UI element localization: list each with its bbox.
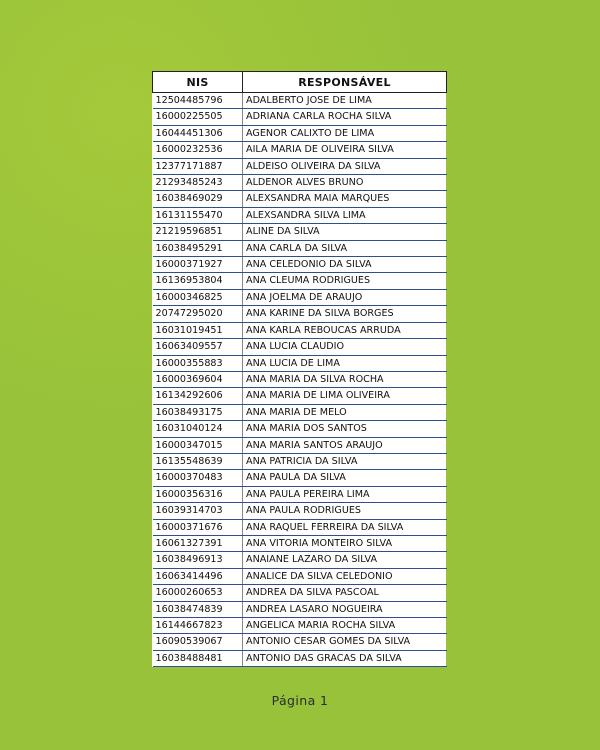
nis-cell: 16000346825 xyxy=(153,289,243,305)
nis-cell: 16000371927 xyxy=(153,257,243,273)
responsavel-cell: ANA MARIA DOS SANTOS xyxy=(243,421,447,437)
responsavel-cell: ANA MARIA SANTOS ARAUJO xyxy=(243,437,447,453)
table-row xyxy=(153,585,447,601)
table-row xyxy=(153,109,447,125)
responsavel-cell: ANGELICA MARIA ROCHA SILVA xyxy=(243,618,447,634)
responsavel-cell: ANA LUCIA CLAUDIO xyxy=(243,339,447,355)
responsavel-cell: ANA CARLA DA SILVA xyxy=(243,240,447,256)
table-header-row xyxy=(153,72,447,93)
table-row xyxy=(153,289,447,305)
nis-cell: 16000347015 xyxy=(153,437,243,453)
responsavel-cell: ALDENOR ALVES BRUNO xyxy=(243,175,447,191)
table-row xyxy=(153,175,447,191)
nis-cell: 16000355883 xyxy=(153,355,243,371)
nis-cell: 16038493175 xyxy=(153,404,243,420)
responsavel-cell: ANA PAULA RODRIGUES xyxy=(243,503,447,519)
nis-cell: 16038495291 xyxy=(153,240,243,256)
responsavel-cell: ANA PAULA DA SILVA xyxy=(243,470,447,486)
responsavel-cell: ANA KARLA REBOUCAS ARRUDA xyxy=(243,322,447,338)
table-row xyxy=(153,601,447,617)
table-body xyxy=(153,93,447,667)
nis-cell: 16000356316 xyxy=(153,486,243,502)
table-row xyxy=(153,125,447,141)
table-row xyxy=(153,240,447,256)
table-row xyxy=(153,371,447,387)
responsaveis-table xyxy=(152,71,447,667)
responsaveis-table-container xyxy=(152,71,446,667)
nis-cell: 16144667823 xyxy=(153,618,243,634)
table-row xyxy=(153,142,447,158)
responsavel-cell: ANA VITORIA MONTEIRO SILVA xyxy=(243,535,447,551)
responsavel-cell: ANAIANE LAZARO DA SILVA xyxy=(243,552,447,568)
table-row xyxy=(153,207,447,223)
responsavel-cell: ALEXSANDRA MAIA MARQUES xyxy=(243,191,447,207)
nis-cell: 16063414496 xyxy=(153,568,243,584)
nis-cell: 16038488481 xyxy=(153,650,243,666)
table-row xyxy=(153,650,447,666)
responsavel-cell: ADALBERTO JOSE DE LIMA xyxy=(243,93,447,109)
table-row xyxy=(153,453,447,469)
header-responsavel: RESPONSÁVEL xyxy=(243,72,447,93)
table-row xyxy=(153,552,447,568)
table-row xyxy=(153,257,447,273)
table-row xyxy=(153,191,447,207)
table-row xyxy=(153,535,447,551)
nis-cell: 16038469029 xyxy=(153,191,243,207)
table-row xyxy=(153,339,447,355)
table-row xyxy=(153,470,447,486)
header-nis: NIS xyxy=(153,72,243,93)
table-row xyxy=(153,618,447,634)
table-row xyxy=(153,273,447,289)
nis-cell: 16135548639 xyxy=(153,453,243,469)
table-row xyxy=(153,388,447,404)
table-row xyxy=(153,519,447,535)
responsavel-cell: ANA RAQUEL FERREIRA DA SILVA xyxy=(243,519,447,535)
responsavel-cell: ANA MARIA DE LIMA OLIVEIRA xyxy=(243,388,447,404)
responsavel-cell: ANA MARIA DE MELO xyxy=(243,404,447,420)
responsavel-cell: ANDREA LASARO NOGUEIRA xyxy=(243,601,447,617)
nis-cell: 16000260653 xyxy=(153,585,243,601)
table-row xyxy=(153,158,447,174)
nis-cell: 16063409557 xyxy=(153,339,243,355)
nis-cell: 16000371676 xyxy=(153,519,243,535)
responsavel-cell: ANA MARIA DA SILVA ROCHA xyxy=(243,371,447,387)
nis-cell: 20747295020 xyxy=(153,306,243,322)
responsavel-cell: ANA CELEDONIO DA SILVA xyxy=(243,257,447,273)
nis-cell: 16000232536 xyxy=(153,142,243,158)
nis-cell: 16038496913 xyxy=(153,552,243,568)
responsavel-cell: ADRIANA CARLA ROCHA SILVA xyxy=(243,109,447,125)
responsavel-cell: ANA CLEUMA RODRIGUES xyxy=(243,273,447,289)
table-row xyxy=(153,93,447,109)
nis-cell: 21293485243 xyxy=(153,175,243,191)
responsavel-cell: ANTONIO DAS GRACAS DA SILVA xyxy=(243,650,447,666)
responsavel-cell: ANTONIO CESAR GOMES DA SILVA xyxy=(243,634,447,650)
responsavel-cell: ANA LUCIA DE LIMA xyxy=(243,355,447,371)
page-number: Página 1 xyxy=(271,693,329,708)
nis-cell: 12504485796 xyxy=(153,93,243,109)
responsavel-cell: ANA KARINE DA SILVA BORGES xyxy=(243,306,447,322)
nis-cell: 16031040124 xyxy=(153,421,243,437)
responsavel-cell: ALDEISO OLIVEIRA DA SILVA xyxy=(243,158,447,174)
responsavel-cell: AILA MARIA DE OLIVEIRA SILVA xyxy=(243,142,447,158)
nis-cell: 16044451306 xyxy=(153,125,243,141)
nis-cell: 16061327391 xyxy=(153,535,243,551)
nis-cell: 16000370483 xyxy=(153,470,243,486)
table-row xyxy=(153,486,447,502)
responsavel-cell: ANDREA DA SILVA PASCOAL xyxy=(243,585,447,601)
responsavel-cell: ANA PAULA PEREIRA LIMA xyxy=(243,486,447,502)
table-row xyxy=(153,503,447,519)
table-row xyxy=(153,568,447,584)
table-row xyxy=(153,322,447,338)
table-row xyxy=(153,306,447,322)
responsavel-cell: ANA PATRICIA DA SILVA xyxy=(243,453,447,469)
nis-cell: 16000225505 xyxy=(153,109,243,125)
responsavel-cell: ALEXSANDRA SILVA LIMA xyxy=(243,207,447,223)
table-row xyxy=(153,404,447,420)
table-row xyxy=(153,437,447,453)
nis-cell: 16038474839 xyxy=(153,601,243,617)
responsavel-cell: ANA JOELMA DE ARAUJO xyxy=(243,289,447,305)
responsavel-cell: ANALICE DA SILVA CELEDONIO xyxy=(243,568,447,584)
responsavel-cell: AGENOR CALIXTO DE LIMA xyxy=(243,125,447,141)
nis-cell: 16131155470 xyxy=(153,207,243,223)
table-row xyxy=(153,421,447,437)
nis-cell: 21219596851 xyxy=(153,224,243,240)
nis-cell: 12377171887 xyxy=(153,158,243,174)
nis-cell: 16136953804 xyxy=(153,273,243,289)
nis-cell: 16039314703 xyxy=(153,503,243,519)
nis-cell: 16134292606 xyxy=(153,388,243,404)
table-row xyxy=(153,355,447,371)
nis-cell: 16000369604 xyxy=(153,371,243,387)
responsavel-cell: ALINE DA SILVA xyxy=(243,224,447,240)
table-row xyxy=(153,634,447,650)
nis-cell: 16031019451 xyxy=(153,322,243,338)
table-row xyxy=(153,224,447,240)
nis-cell: 16090539067 xyxy=(153,634,243,650)
